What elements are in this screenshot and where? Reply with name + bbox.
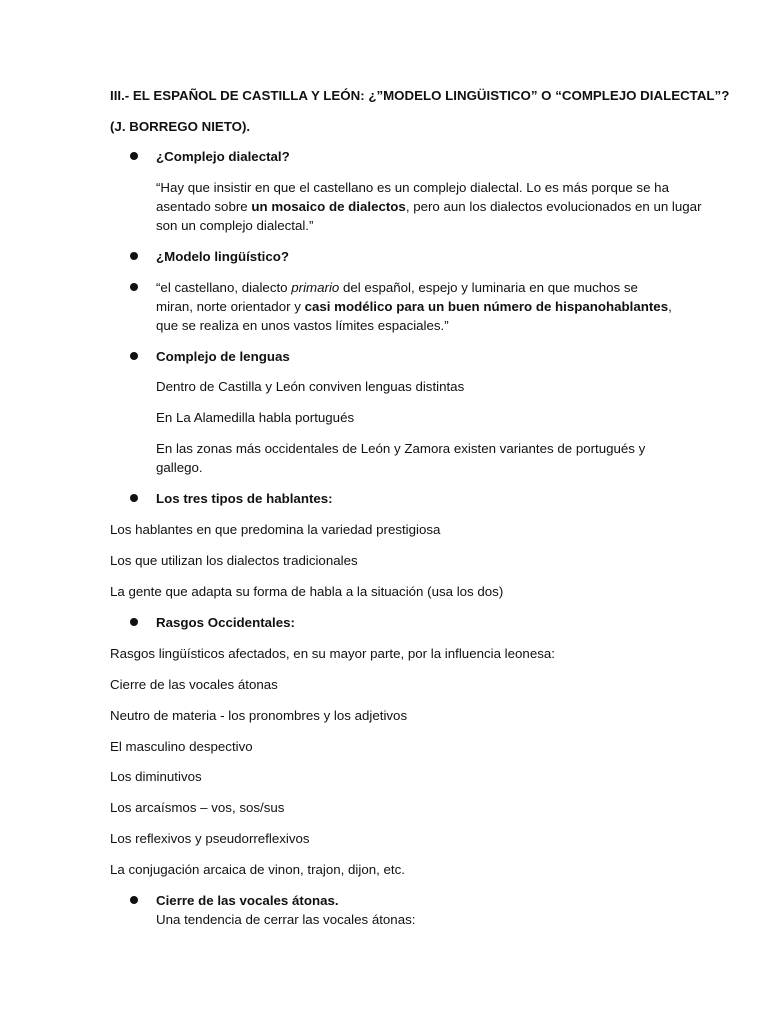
quote-text: , xyxy=(668,299,672,314)
list-item: Cierre de las vocales átonas xyxy=(110,677,278,692)
bullet-icon xyxy=(130,152,138,160)
quote-text: asentado sobre xyxy=(156,199,252,214)
list-item: Rasgos lingüísticos afectados, en su mayor parte, por la influencia leonesa: xyxy=(110,646,555,661)
quote-text: miran, norte orientador y xyxy=(156,299,305,314)
quote-line xyxy=(156,278,668,297)
list-item: Neutro de materia - los pronombres y los adjetivos xyxy=(110,708,408,723)
paragraph: Una tendencia de cerrar las vocales átonas: xyxy=(156,912,416,927)
section-heading-modelo-linguistico: ¿Modelo lingüístico? xyxy=(156,249,289,264)
quote-line: son un complejo dialectal.” xyxy=(156,218,314,233)
quote-italic-text: primario xyxy=(291,280,340,295)
paragraph: gallego. xyxy=(156,460,203,475)
section-heading-cierre-vocales: Cierre de las vocales átonas. xyxy=(156,893,339,908)
bullet-icon xyxy=(130,283,138,291)
bullet-icon xyxy=(130,494,138,502)
quote-line: “Hay que insistir en que el castellano es un complejo dialectal. Lo es más porque se ha xyxy=(156,180,669,195)
section-heading-complejo-dialectal: ¿Complejo dialectal? xyxy=(156,149,290,164)
list-item: Los que utilizan los dialectos tradicionales xyxy=(110,553,358,568)
bullet-icon xyxy=(130,618,138,626)
bullet-icon xyxy=(130,896,138,904)
list-item: Los reflexivos y pseudorreflexivos xyxy=(110,831,310,846)
list-item: Los diminutivos xyxy=(110,769,202,784)
document-title: III.- EL ESPAÑOL DE CASTILLA Y LEÓN: ¿”MODELO LINGÜISTICO” O “COMPLEJO DIALECTAL”? xyxy=(110,88,730,103)
list-item: El masculino despectivo xyxy=(110,739,253,754)
section-heading-tipos-hablantes: Los tres tipos de hablantes: xyxy=(156,491,333,506)
quote-text: , pero aun los dialectos evolucionados en un lugar xyxy=(405,199,702,214)
list-item: Los hablantes en que predomina la variedad prestigiosa xyxy=(110,522,441,537)
quote-line: que se realiza en unos vastos límites espaciales.” xyxy=(156,318,449,333)
quote-line xyxy=(156,297,672,316)
bullet-icon xyxy=(130,352,138,360)
list-item: La gente que adapta su forma de habla a la situación (usa los dos) xyxy=(110,584,504,599)
quote-bold-text: un mosaico de dialectos xyxy=(251,199,406,214)
bullet-icon xyxy=(130,252,138,260)
quote-text: del español, espejo y luminaria en que muchos se xyxy=(339,280,638,295)
section-heading-rasgos-occidentales: Rasgos Occidentales: xyxy=(156,615,295,630)
list-item: La conjugación arcaica de vinon, trajon, dijon, etc. xyxy=(110,862,405,877)
paragraph: Dentro de Castilla y León conviven lenguas distintas xyxy=(156,379,465,394)
section-heading-complejo-lenguas: Complejo de lenguas xyxy=(156,349,290,364)
list-item: Los arcaísmos – vos, sos/sus xyxy=(110,800,285,815)
paragraph: En La Alamedilla habla portugués xyxy=(156,410,355,425)
quote-bold-text: casi modélico para un buen número de hispanohablantes xyxy=(304,299,669,314)
quote-text: “el castellano, dialecto xyxy=(156,280,292,295)
paragraph: En las zonas más occidentales de León y Zamora existen variantes de portugués y xyxy=(156,441,646,456)
quote-line xyxy=(156,197,702,216)
author-line: (J. BORREGO NIETO). xyxy=(110,119,251,134)
